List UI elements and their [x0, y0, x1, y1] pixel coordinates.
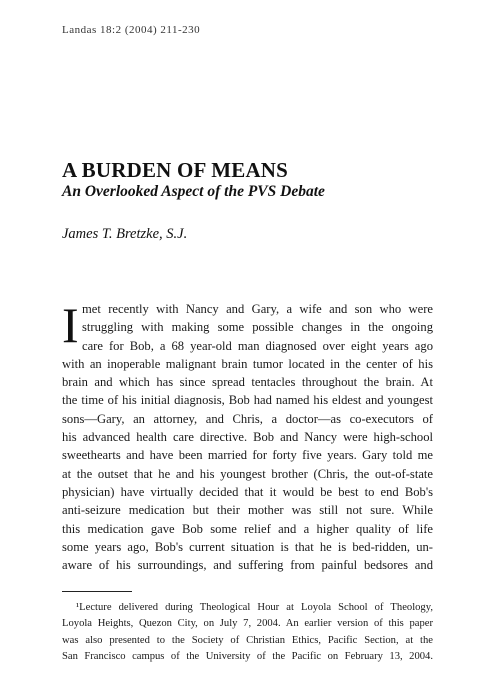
body-line: met recently with Nancy and Gary, a wife and son who were: [82, 302, 433, 316]
body-line: struggling with making some possible changes in the ongoing: [82, 320, 433, 335]
body-line: at the outset that he and his youngest brother (Chris, the out-of-state: [62, 466, 433, 481]
footnote-divider: [62, 591, 132, 592]
body-line: care for Bob, a 68 year-old man diagnosed over eight years ago: [82, 338, 433, 353]
body-line: this medication gave Bob some relief and a higher quality of life: [62, 521, 433, 536]
author-name: James T. Bretzke, S.J.: [62, 226, 188, 242]
body-line: aware of his surroundings, and suffering from painful bedsores and: [62, 558, 433, 573]
article-subtitle: An Overlooked Aspect of the PVS Debate: [62, 183, 325, 200]
body-line: his advanced health care directive. Bob and Nancy were high-school: [62, 430, 433, 445]
footnote-line: was also presented to the Society of Christian Ethics, Pacific Section, at the: [62, 634, 433, 646]
body-line: physician) have virtually decided that it would be best to end Bob's: [62, 484, 433, 499]
drop-cap: I: [62, 297, 79, 353]
body-line: with an inoperable malignant brain tumor located in the center of his: [62, 356, 433, 371]
article-title: A BURDEN OF MEANS: [62, 158, 289, 182]
body-line: sons—Gary, an attorney, and Chris, a doctor—as co-executors of: [62, 411, 433, 426]
body-line: the time of his initial diagnosis, Bob had named his eldest and youngest: [62, 393, 433, 408]
body-line: brain and which has since spread tentacles throughout the brain. At: [62, 375, 433, 390]
body-line: some years ago, Bob's current situation is that he is bed-ridden, un-: [62, 539, 433, 554]
footnote-line: ¹Lecture delivered during Theological Hour at Loyola School of Theology,: [76, 602, 433, 613]
footnote: [62, 600, 433, 665]
footnote-line: San Francisco campus of the University of the Pacific on February 13, 2004.: [62, 650, 433, 662]
body-line: sweethearts and have been married for forty five years. Gary told me: [62, 448, 433, 463]
body-line: anti-seizure medication but their mother was still not sure. While: [62, 503, 433, 518]
body-paragraph: [62, 297, 433, 574]
running-head: Landas 18:2 (2004) 211-230: [62, 24, 201, 36]
footnote-line: Loyola Heights, Quezon City, on July 7, 2004. An earlier version of this paper: [62, 618, 433, 630]
